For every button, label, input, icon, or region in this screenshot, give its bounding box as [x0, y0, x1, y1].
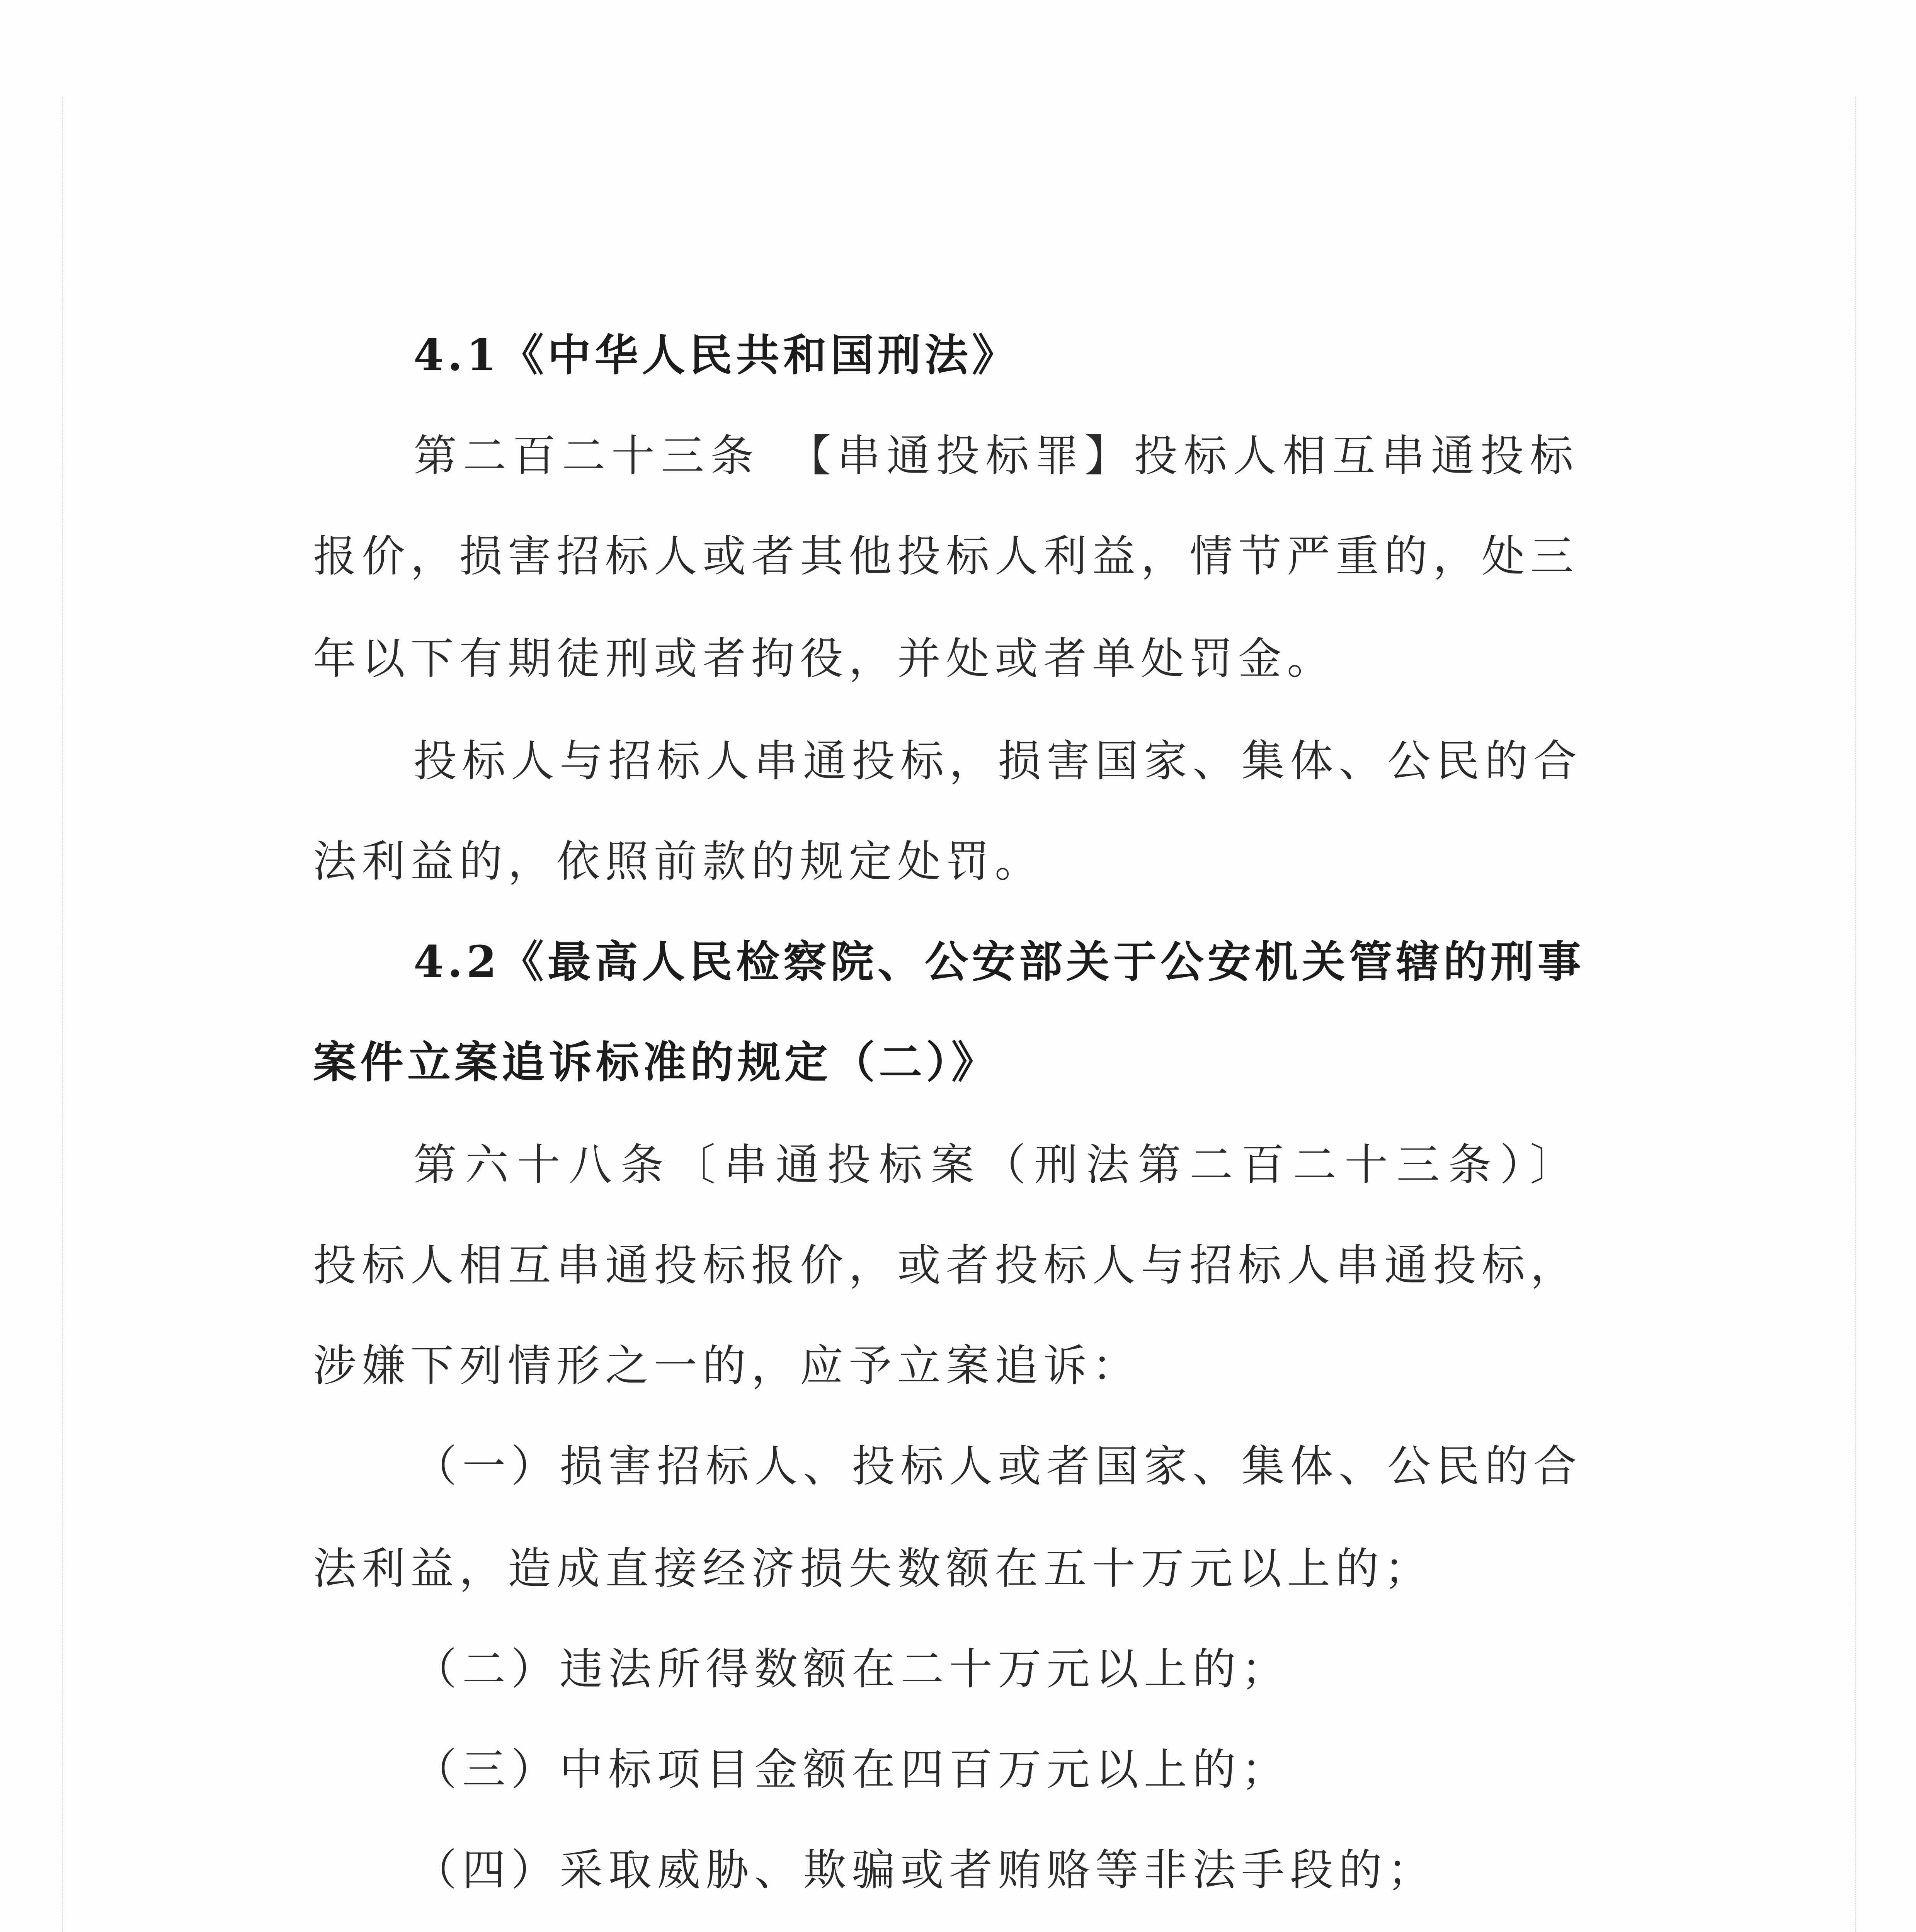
- article-223-para-2-line-2: 法利益的，依照前款的规定处罚。: [313, 837, 1043, 887]
- article-223-line-1: 第二百二十三条 【串通投标罪】投标人相互串通投标: [413, 431, 1579, 481]
- item-1-line-2: 法利益，造成直接经济损失数额在五十万元以上的；: [313, 1544, 1433, 1594]
- article-223-line-2: 报价，损害招标人或者其他投标人利益，情节严重的，处三: [313, 531, 1579, 582]
- section-heading-4-2-line-2: 案件立案追诉标准的规定（二）》: [313, 1037, 999, 1088]
- scan-edge-right: [1855, 97, 1856, 1932]
- section-heading-4-1: 4.1《中华人民共和国刑法》: [413, 330, 1019, 381]
- item-2: （二）违法所得数额在二十万元以上的；: [413, 1644, 1290, 1694]
- article-223-line-3: 年以下有期徒刑或者拘役，并处或者单处罚金。: [313, 634, 1336, 684]
- item-3: （三）中标项目金额在四百万元以上的；: [413, 1745, 1290, 1795]
- section-heading-4-2-line-1: 4.2《最高人民检察院、公安部关于公安机关管辖的刑事: [413, 937, 1585, 987]
- article-223-para-2-line-1: 投标人与招标人串通投标，损害国家、集体、公民的合: [413, 736, 1582, 786]
- article-68-line-1: 第六十八条〔串通投标案（刑法第二百二十三条）〕: [413, 1140, 1579, 1190]
- article-68-line-2: 投标人相互串通投标报价，或者投标人与招标人串通投标，: [313, 1240, 1579, 1291]
- scan-edge-left: [62, 97, 63, 1932]
- article-68-line-3: 涉嫌下列情形之一的，应予立案追诉：: [313, 1341, 1141, 1391]
- item-1-line-1: （一）损害招标人、投标人或者国家、集体、公民的合: [413, 1441, 1582, 1492]
- item-4: （四）采取威胁、欺骗或者贿赂等非法手段的；: [413, 1845, 1436, 1895]
